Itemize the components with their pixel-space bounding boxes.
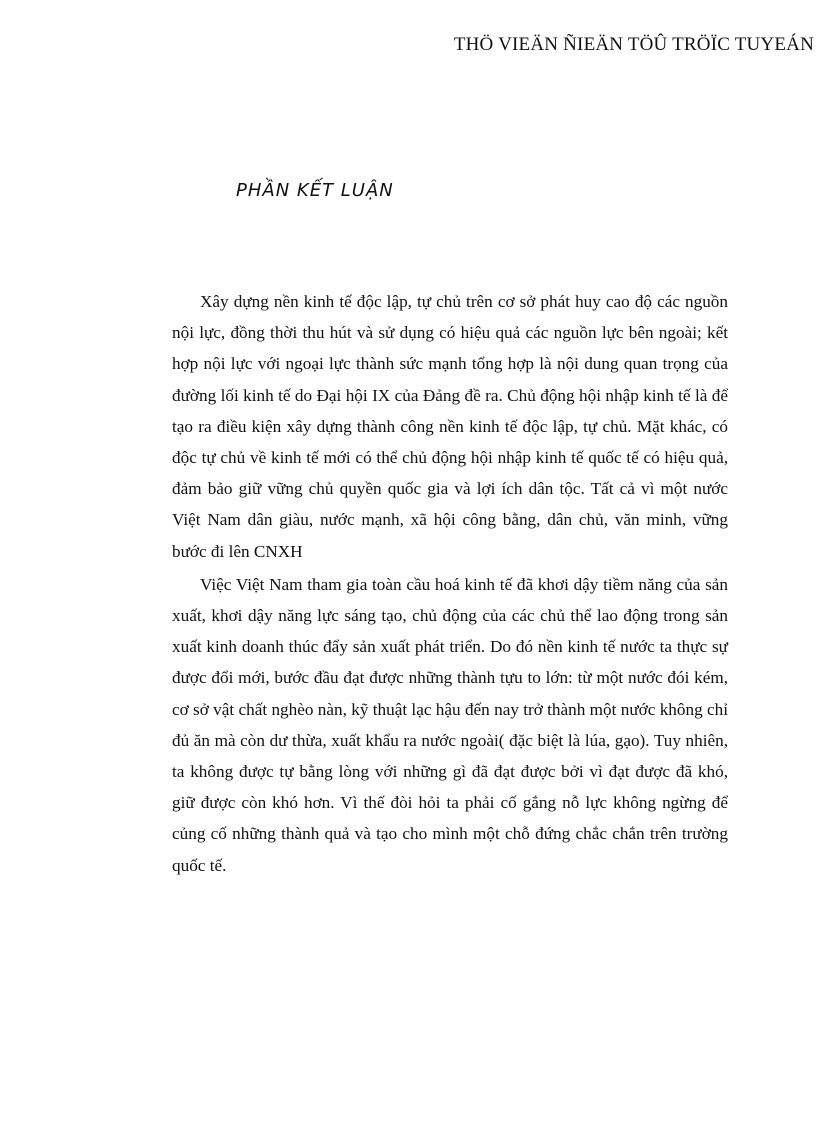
- page-header: THÖ VIEÄN ÑIEÄN TÖÛ TRÖÏC TUYEÁN: [453, 34, 814, 55]
- body-text: [172, 286, 728, 883]
- paragraph-1: Xây dựng nền kinh tế độc lập, tự chủ trên cơ sở phát huy cao độ các nguồn nội lực, đồng thời thu hút và sử dụng có hiệu quả các nguồn lực bên ngoài; kết hợp nội lực với ngoại lực thành sức mạnh tổng hợp là nội dung quan trọng của đường lối kinh tế do Đại hội IX của Đảng đề ra. Chủ động hội nhập kinh tế là để tạo ra điều kiện xây dựng thành công nền kinh tế độc lập, tự chủ. Mặt khác, có độc tự chủ về kinh tế mới có thể chủ động hội nhập kinh tế quốc tế có hiệu quả, đảm bảo giữ vững chủ quyền quốc gia và lợi ích dân tộc. Tất cả vì một nước Việt Nam dân giàu, nước mạnh, xã hội công bằng, dân chủ, văn minh, vững bước đi lên CNXH: [172, 292, 728, 561]
- paragraph-2: Việc Việt Nam tham gia toàn cầu hoá kinh tế đã khơi dậy tiềm năng của sản xuất, khơi dậy năng lực sáng tạo, chủ động của các chủ thể lao động trong sản xuất kinh doanh thúc đẩy sản xuất phát triển. Do đó nền kinh tế nước ta thực sự được đổi mới, bước đầu đạt được những thành tựu to lớn: từ một nước đói kém, cơ sở vật chất nghèo nàn, kỹ thuật lạc hậu đến nay trở thành một nước không chỉ đủ ăn mà còn dư thừa, xuất khẩu ra nước ngoài( đặc biệt là lúa, gạo). Tuy nhiên, ta không được tự bằng lòng với những gì đã đạt được bởi vì đạt được đã khó, giữ được còn khó hơn. Vì thế đòi hỏi ta phải cố gắng nỗ lực không ngừng để củng cố những thành quả và tạo cho mình một chỗ đứng chắc chắn trên trường quốc tế.: [172, 574, 728, 875]
- section-title: PHẦN KẾT LUẬN: [236, 180, 394, 201]
